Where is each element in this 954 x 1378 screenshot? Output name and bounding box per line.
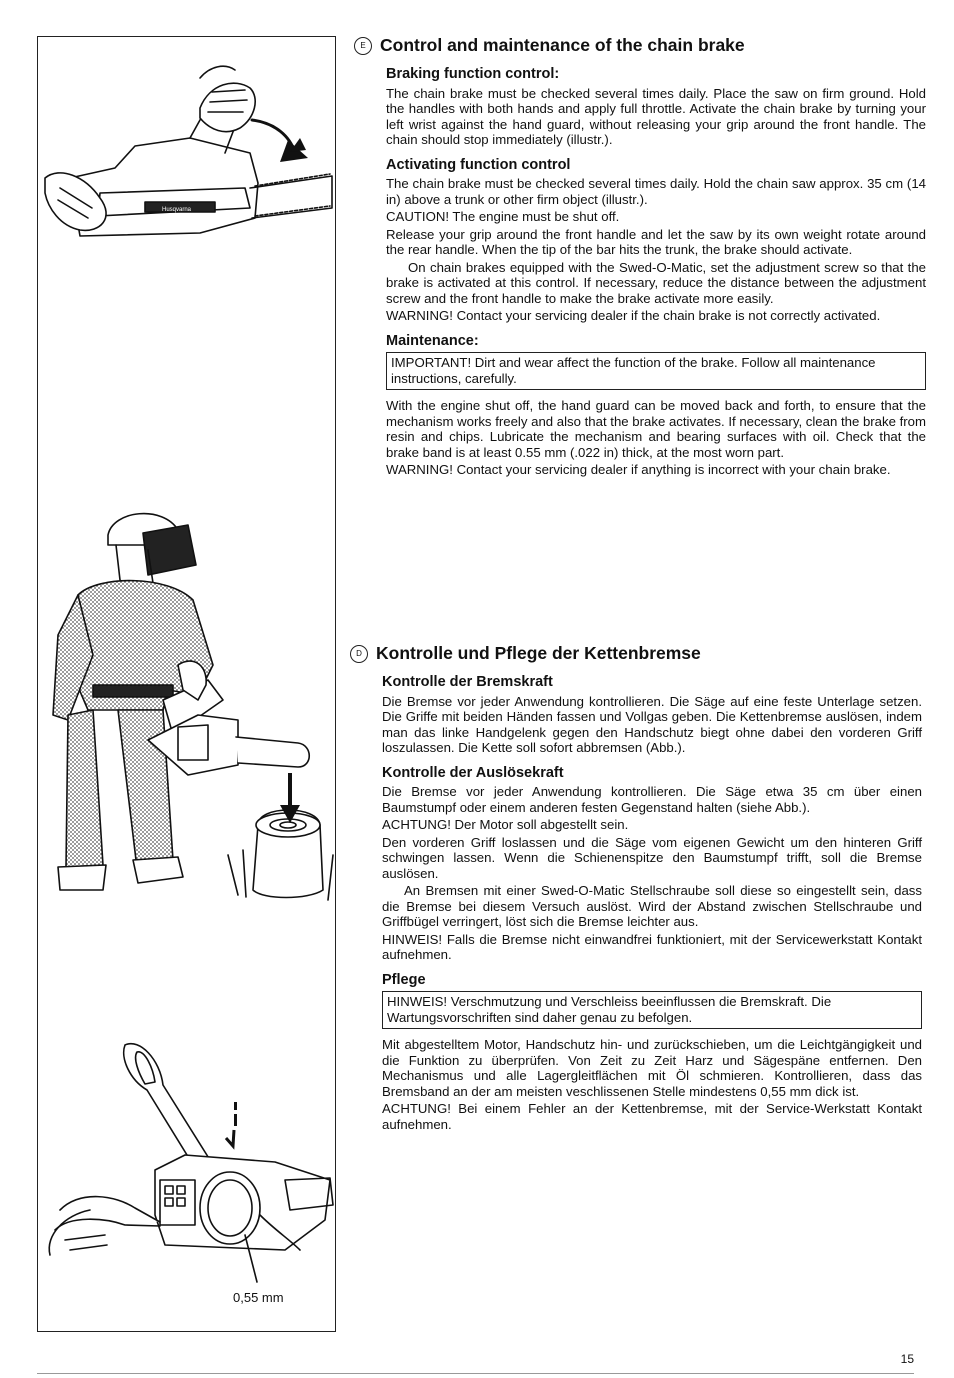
operator-chainsaw-stump-icon xyxy=(48,505,338,905)
hinweis-box: HINWEIS! Verschmutzung und Verschleiss beeinflussen die Bremskraft. Die Wartungsvorschriften sind daher genau zu befolgen. xyxy=(382,991,922,1029)
warning-text-2: WARNING! Contact your servicing dealer if anything is incorrect with your chain brake. xyxy=(386,462,891,477)
english-title-text: Control and maintenance of the chain brake xyxy=(380,35,745,56)
griff-text: Den vorderen Griff loslassen und die Säge vom eigenen Gewicht um den hinteren Griff schwingen lassen. Wenn die Schienenspitze den Baumstumpf trifft, soll die Bremse auslösen. xyxy=(382,834,922,881)
english-title xyxy=(354,37,926,55)
german-section xyxy=(356,643,922,1134)
ausloesekraft-text: Die Bremse vor jeder Anwendung kontrollieren. Die Säge etwa 35 cm über einen Baumstumpf oder einem anderen festen Gegenstand halten (siehe Abb.). xyxy=(382,784,922,815)
german-title-text: Kontrolle und Pflege der Kettenbremse xyxy=(376,643,701,664)
ausloesekraft-heading: Kontrolle der Auslösekraft xyxy=(382,764,564,781)
warning-text: WARNING! Contact your servicing dealer if the chain brake is not correctly activated. xyxy=(386,308,881,323)
language-marker-e: E xyxy=(354,37,372,55)
brand-label: Husqvarna xyxy=(162,207,192,213)
maintenance-heading: Maintenance: xyxy=(386,332,479,349)
maintenance-text: With the engine shut off, the hand guard can be moved back and forth, to ensure that the mechanism works freely and also that the brake activates. If necessary, clean the brake from resin and chips. Lubricate the mechanism and bearing surfaces with oil. Check that the brake band is at least 0.55 mm (.022 in) thick, at the most worn part. xyxy=(386,398,926,460)
hinweis-text: HINWEIS! Falls die Bremse nicht einwandfrei funktioniert, mit der Servicewerkstatt Kontakt aufnehmen. xyxy=(382,931,922,962)
bremskraft-heading: Kontrolle der Bremskraft xyxy=(382,674,553,690)
bremskraft-text: Die Bremse vor jeder Anwendung kontrollieren. Die Säge auf eine feste Unterlage setzen. Die Griffe mit beiden Händen fassen und Vollgas geben. Die Kettenbremse auslösen, indem man das linke Handgelenk gegen den Handschutz biegt ohne dabei den vorderen Griff loszulassen. Die Kette soll sofort abbremsen (Abb.). xyxy=(382,693,922,755)
activating-heading: Activating function control xyxy=(386,156,571,173)
brake-band-measure-icon xyxy=(45,1040,335,1290)
figure-caption: 0,55 mm xyxy=(233,1290,284,1305)
achtung-text: ACHTUNG! Der Motor soll abgestellt sein. xyxy=(382,817,629,832)
swed-o-matic-text-de: An Bremsen mit einer Swed-O-Matic Stellschraube soll diese so eingestellt sein, dass die Bremse bei diesem Versuch auslöst. Wird der Abstand zwischen Stellschraube und Griffbügel verringert, löst sich die Bremse leichter aus. xyxy=(382,883,922,929)
pflege-text: Mit abgestelltem Motor, Handschutz hin- und zurückschieben, um die Leichtgängigkeit und die Funktion zu überprüfen. Von Zeit zu Zeit Harz und Sägespäne entfernen. Den Mechanismus und alle Lagergleitflächen mit Öl schmieren. Kontrollieren, dass das Bremsband an der am meisten veschlissenen Stelle mindestens 0,55 mm dick ist. xyxy=(382,1037,922,1099)
important-box: IMPORTANT! Dirt and wear affect the function of the brake. Follow all maintenance instructions, carefully. xyxy=(386,352,926,390)
page-number: 15 xyxy=(900,1352,914,1366)
language-marker-d: D xyxy=(350,645,368,663)
braking-heading: Braking function control: xyxy=(386,66,560,82)
bottom-rule xyxy=(37,1373,914,1374)
release-text: Release your grip around the front handle and let the saw by its own weight rotate around the rear handle. When the tip of the bar hits the trunk, the brake should activate. xyxy=(386,226,926,257)
achtung-text-2: ACHTUNG! Bei einem Fehler an der Kettenbremse, mit der Service-Werkstatt Kontakt aufnehmen. xyxy=(382,1101,922,1132)
german-title xyxy=(350,645,922,663)
caution-text: CAUTION! The engine must be shut off. xyxy=(386,209,620,224)
pflege-heading: Pflege xyxy=(382,971,426,988)
activating-text: The chain brake must be checked several times daily. Hold the chain saw approx. 35 cm (14 in) above a trunk or other firm object (illustr.). xyxy=(386,176,926,207)
swed-o-matic-text: On chain brakes equipped with the Swed-O-Matic, set the adjustment screw so that the brake is activated at this control. If necessary, reduce the distance between the adjustment screw and the front handle to make the brake activate more easily. xyxy=(386,259,926,306)
english-section xyxy=(360,35,926,480)
chainsaw-hand-brake-icon xyxy=(40,58,334,258)
braking-text: The chain brake must be checked several times daily. Place the saw on firm ground. Hold the handles with both hands and apply full throttle. Activate the chain brake by turning your left wrist against the hand guard, without releasing your grip around the front handle. The chain should stop immediately (illustr.). xyxy=(386,85,926,147)
